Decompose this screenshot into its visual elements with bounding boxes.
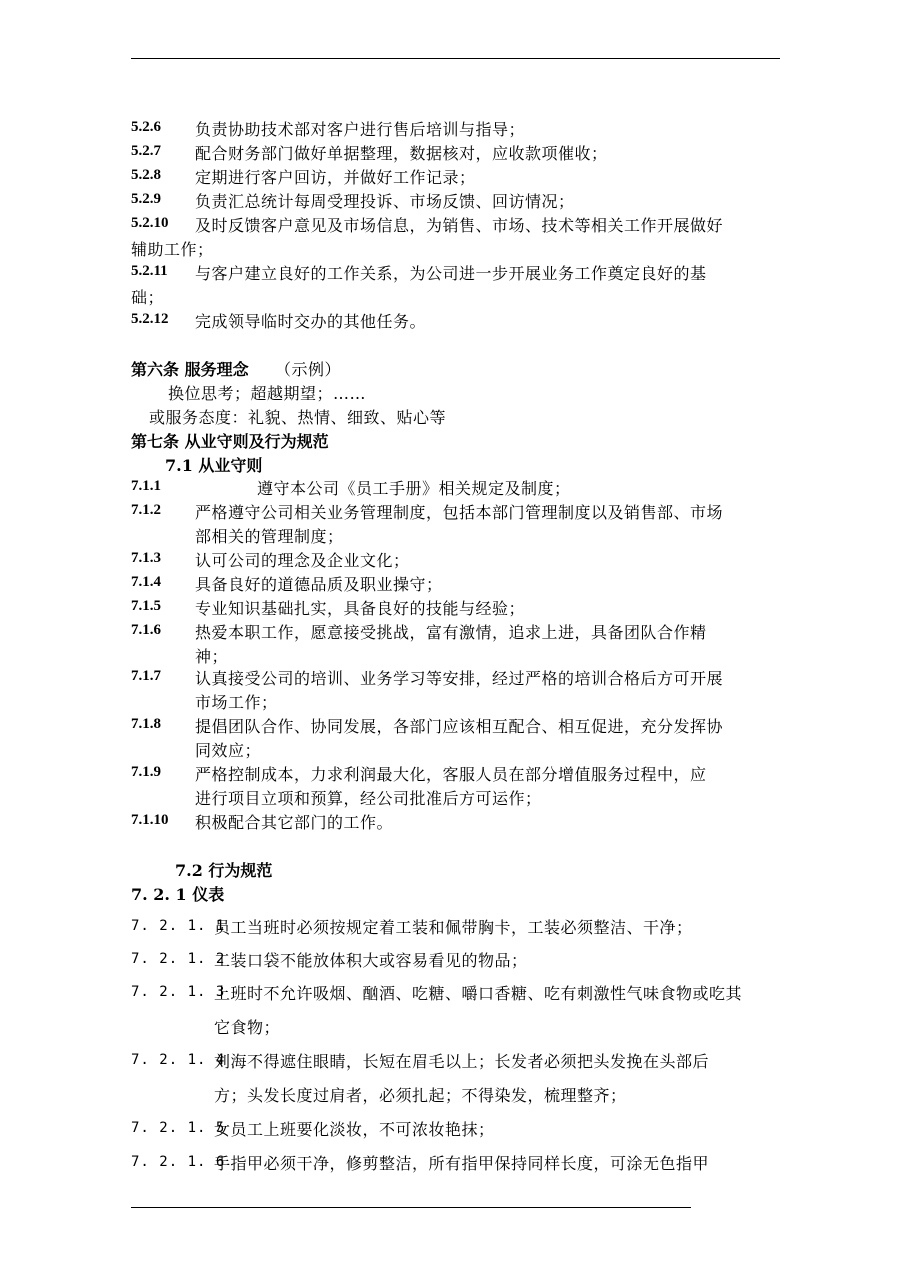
clause-text: 热爱本职工作，愿意接受挑战，富有激情，追求上进，具备团队合作精 <box>195 623 707 642</box>
article-6-line-2: 或服务态度：礼貌、热情、细致、贴心等 <box>149 408 447 427</box>
rule-text: 刘海不得遮住眼睛，长短在眉毛以上；长发者必须把头发挽在头部后 <box>214 1052 710 1071</box>
clause-number: 7.1.7 <box>131 668 161 684</box>
clause-text: 具备良好的道德品质及职业操守； <box>195 575 443 594</box>
clause-number: 5.2.10 <box>131 215 169 231</box>
clause-number: 7.1.1 <box>131 478 161 494</box>
clause-number: 5.2.8 <box>131 167 161 183</box>
clause-number: 5.2.7 <box>131 143 161 159</box>
clause-text: 严格遵守公司相关业务管理制度，包括本部门管理制度以及销售部、市场 <box>195 503 724 522</box>
clause-text: 定期进行客户回访，并做好工作记录； <box>195 168 476 187</box>
rule-text: 上班时不允许吸烟、酗酒、吃糖、嚼口香糖、吃有刺激性气味食物或吃其 <box>214 984 743 1003</box>
article-6-suffix: （示例） <box>275 360 342 379</box>
clause-text: 严格控制成本，力求利润最大化，客服人员在部分增值服务过程中，应 <box>195 765 707 784</box>
clause-text-continued: 神； <box>195 647 229 666</box>
rule-text-continued: 它食物； <box>214 1018 281 1037</box>
clause-text: 积极配合其它部门的工作。 <box>195 813 394 832</box>
clause-text: 认真接受公司的培训、业务学习等安排，经过严格的培训合格后方可开展 <box>195 669 724 688</box>
clause-text: 与客户建立良好的工作关系，为公司进一步开展业务工作奠定良好的基 <box>195 264 707 283</box>
clause-text: 负责协助技术部对客户进行售后培训与指导； <box>195 120 526 139</box>
clause-number: 5.2.12 <box>131 311 169 327</box>
rule-text-continued: 方；头发长度过肩者，必须扎起；不得染发，梳理整齐； <box>214 1086 627 1105</box>
rule-number: 7. 2. 1. 1 <box>131 918 226 934</box>
clause-number: 7.1.3 <box>131 550 161 566</box>
clause-number: 5.2.11 <box>131 263 168 279</box>
clause-text: 遵守本公司《员工手册》相关规定及制度； <box>257 479 571 498</box>
article-6-title: 第六条 服务理念 <box>131 360 249 379</box>
rule-number: 7. 2. 1. 3 <box>131 984 226 1000</box>
clause-number: 7.1.4 <box>131 574 161 590</box>
section-7-2-1-heading: 7. 2. 1 仪表 <box>131 885 225 904</box>
clause-number: 7.1.2 <box>131 502 161 518</box>
clause-text: 负责汇总统计每周受理投诉、市场反馈、回访情况； <box>195 192 575 211</box>
footer-rule <box>131 1207 691 1208</box>
article-6-line-1: 换位思考；超越期望；…… <box>168 384 367 403</box>
clause-text-continued: 进行项目立项和预算，经公司批准后方可运作； <box>195 789 542 808</box>
clause-text-continued: 辅助工作； <box>131 240 214 259</box>
rule-text: 员工当班时必须按规定着工装和佩带胸卡，工装必须整洁、干净； <box>214 918 693 937</box>
clause-number: 7.1.8 <box>131 716 161 732</box>
clause-text: 专业知识基础扎实，具备良好的技能与经验； <box>195 599 526 618</box>
clause-text-continued: 同效应； <box>195 741 262 760</box>
rule-number: 7. 2. 1. 2 <box>131 951 226 967</box>
clause-text-continued: 部相关的管理制度； <box>195 527 344 546</box>
clause-text: 完成领导临时交办的其他任务。 <box>195 312 427 331</box>
clause-text-continued: 市场工作； <box>195 693 278 712</box>
clause-number: 7.1.5 <box>131 598 161 614</box>
clause-number: 7.1.9 <box>131 764 161 780</box>
clause-number: 5.2.6 <box>131 119 161 135</box>
rule-text: 女员工上班要化淡妆，不可浓妆艳抹； <box>214 1120 495 1139</box>
rule-number: 7. 2. 1. 6 <box>131 1154 226 1170</box>
section-7-2-heading: 7.2 行为规范 <box>175 861 273 880</box>
clause-number: 5.2.9 <box>131 191 161 207</box>
clause-text: 配合财务部门做好单据整理，数据核对，应收款项催收； <box>195 144 608 163</box>
rule-number: 7. 2. 1. 4 <box>131 1052 226 1068</box>
rule-text: 手指甲必须干净，修剪整洁，所有指甲保持同样长度，可涂无色指甲 <box>214 1154 710 1173</box>
clause-text-continued: 础； <box>131 288 165 307</box>
article-7-title: 第七条 从业守则及行为规范 <box>131 432 329 451</box>
rule-text: 工装口袋不能放体积大或容易看见的物品； <box>214 951 528 970</box>
clause-text: 提倡团队合作、协同发展，各部门应该相互配合、相互促进，充分发挥协 <box>195 717 724 736</box>
clause-text: 及时反馈客户意见及市场信息，为销售、市场、技术等相关工作开展做好 <box>195 216 724 235</box>
clause-number: 7.1.10 <box>131 812 169 828</box>
clause-number: 7.1.6 <box>131 622 161 638</box>
section-7-1-heading: 7.1 从业守则 <box>165 456 263 475</box>
clause-text: 认可公司的理念及企业文化； <box>195 551 410 570</box>
rule-number: 7. 2. 1. 5 <box>131 1120 226 1136</box>
